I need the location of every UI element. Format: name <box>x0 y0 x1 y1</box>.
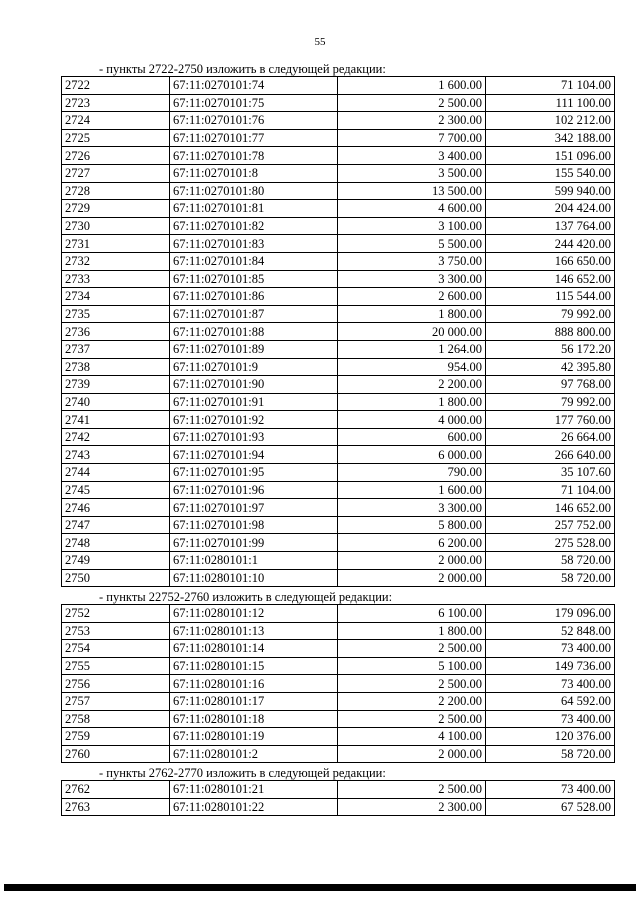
area-cell: 6 000.00 <box>338 446 486 464</box>
area-cell: 2 500.00 <box>338 781 486 799</box>
amendment-section <box>61 591 614 763</box>
section-heading: - пункты 2722-2750 изложить в следующей редакции: <box>99 62 386 76</box>
cadastral-number-cell: 67:11:0270101:90 <box>170 376 338 394</box>
value-cell: 888 800.00 <box>486 323 615 341</box>
item-number-cell: 2728 <box>62 182 170 200</box>
table-row <box>62 428 615 446</box>
area-cell: 1 800.00 <box>338 393 486 411</box>
table-row <box>62 305 615 323</box>
table-row <box>62 622 615 640</box>
cadastral-number-cell: 67:11:0270101:96 <box>170 481 338 499</box>
value-cell: 149 736.00 <box>486 657 615 675</box>
cadastral-number-cell: 67:11:0280101:10 <box>170 569 338 587</box>
area-cell: 2 300.00 <box>338 112 486 130</box>
table-row <box>62 446 615 464</box>
value-cell: 58 720.00 <box>486 745 615 763</box>
area-cell: 3 500.00 <box>338 164 486 182</box>
area-cell: 6 100.00 <box>338 605 486 623</box>
item-number-cell: 2760 <box>62 745 170 763</box>
item-number-cell: 2734 <box>62 288 170 306</box>
area-cell: 2 500.00 <box>338 710 486 728</box>
cadastral-number-cell: 67:11:0270101:85 <box>170 270 338 288</box>
item-number-cell: 2740 <box>62 393 170 411</box>
value-cell: 120 376.00 <box>486 728 615 746</box>
item-number-cell: 2725 <box>62 129 170 147</box>
table-row <box>62 657 615 675</box>
item-number-cell: 2749 <box>62 552 170 570</box>
item-number-cell: 2736 <box>62 323 170 341</box>
cadastral-number-cell: 67:11:0270101:86 <box>170 288 338 306</box>
value-cell: 58 720.00 <box>486 552 615 570</box>
value-cell: 146 652.00 <box>486 270 615 288</box>
value-cell: 204 424.00 <box>486 200 615 218</box>
item-number-cell: 2757 <box>62 692 170 710</box>
item-number-cell: 2731 <box>62 235 170 253</box>
cadastral-number-cell: 67:11:0270101:83 <box>170 235 338 253</box>
page-number: 55 <box>314 36 326 48</box>
area-cell: 3 100.00 <box>338 217 486 235</box>
cadastral-number-cell: 67:11:0270101:94 <box>170 446 338 464</box>
parcel-table <box>61 604 615 763</box>
table-row <box>62 182 615 200</box>
cadastral-number-cell: 67:11:0280101:22 <box>170 798 338 816</box>
item-number-cell: 2723 <box>62 94 170 112</box>
table-row <box>62 217 615 235</box>
cadastral-number-cell: 67:11:0270101:81 <box>170 200 338 218</box>
value-cell: 179 096.00 <box>486 605 615 623</box>
area-cell: 2 600.00 <box>338 288 486 306</box>
item-number-cell: 2732 <box>62 252 170 270</box>
table-row <box>62 710 615 728</box>
item-number-cell: 2762 <box>62 781 170 799</box>
area-cell: 954.00 <box>338 358 486 376</box>
area-cell: 4 000.00 <box>338 411 486 429</box>
value-cell: 73 400.00 <box>486 781 615 799</box>
cadastral-number-cell: 67:11:0270101:78 <box>170 147 338 165</box>
cadastral-number-cell: 67:11:0270101:97 <box>170 499 338 517</box>
area-cell: 1 600.00 <box>338 481 486 499</box>
item-number-cell: 2741 <box>62 411 170 429</box>
table-row <box>62 605 615 623</box>
item-number-cell: 2758 <box>62 710 170 728</box>
table-row <box>62 77 615 95</box>
table-row <box>62 200 615 218</box>
item-number-cell: 2724 <box>62 112 170 130</box>
value-cell: 146 652.00 <box>486 499 615 517</box>
value-cell: 71 104.00 <box>486 77 615 95</box>
table-row <box>62 252 615 270</box>
cadastral-number-cell: 67:11:0270101:99 <box>170 534 338 552</box>
value-cell: 79 992.00 <box>486 305 615 323</box>
value-cell: 97 768.00 <box>486 376 615 394</box>
value-cell: 73 400.00 <box>486 640 615 658</box>
item-number-cell: 2742 <box>62 428 170 446</box>
area-cell: 4 600.00 <box>338 200 486 218</box>
area-cell: 5 100.00 <box>338 657 486 675</box>
area-cell: 600.00 <box>338 428 486 446</box>
area-cell: 7 700.00 <box>338 129 486 147</box>
item-number-cell: 2722 <box>62 77 170 95</box>
table-row <box>62 411 615 429</box>
area-cell: 2 000.00 <box>338 552 486 570</box>
table-row <box>62 692 615 710</box>
table-row <box>62 675 615 693</box>
page-bottom-rule <box>4 884 636 891</box>
cadastral-number-cell: 67:11:0270101:75 <box>170 94 338 112</box>
item-number-cell: 2752 <box>62 605 170 623</box>
value-cell: 155 540.00 <box>486 164 615 182</box>
area-cell: 6 200.00 <box>338 534 486 552</box>
table-row <box>62 112 615 130</box>
cadastral-number-cell: 67:11:0270101:98 <box>170 516 338 534</box>
section-heading: - пункты 2762-2770 изложить в следующей редакции: <box>99 766 386 780</box>
cadastral-number-cell: 67:11:0280101:14 <box>170 640 338 658</box>
cadastral-number-cell: 67:11:0280101:2 <box>170 745 338 763</box>
value-cell: 111 100.00 <box>486 94 615 112</box>
table-row <box>62 393 615 411</box>
value-cell: 342 188.00 <box>486 129 615 147</box>
table-row <box>62 534 615 552</box>
cadastral-number-cell: 67:11:0280101:19 <box>170 728 338 746</box>
value-cell: 151 096.00 <box>486 147 615 165</box>
value-cell: 266 640.00 <box>486 446 615 464</box>
table-row <box>62 323 615 341</box>
area-cell: 3 750.00 <box>338 252 486 270</box>
cadastral-number-cell: 67:11:0280101:1 <box>170 552 338 570</box>
item-number-cell: 2759 <box>62 728 170 746</box>
item-number-cell: 2748 <box>62 534 170 552</box>
cadastral-number-cell: 67:11:0280101:17 <box>170 692 338 710</box>
value-cell: 42 395.80 <box>486 358 615 376</box>
table-row <box>62 481 615 499</box>
table-row <box>62 288 615 306</box>
item-number-cell: 2735 <box>62 305 170 323</box>
value-cell: 137 764.00 <box>486 217 615 235</box>
cadastral-number-cell: 67:11:0270101:95 <box>170 464 338 482</box>
table-row <box>62 340 615 358</box>
value-cell: 73 400.00 <box>486 675 615 693</box>
cadastral-number-cell: 67:11:0270101:77 <box>170 129 338 147</box>
item-number-cell: 2726 <box>62 147 170 165</box>
value-cell: 64 592.00 <box>486 692 615 710</box>
value-cell: 26 664.00 <box>486 428 615 446</box>
amendment-section <box>61 63 614 587</box>
value-cell: 166 650.00 <box>486 252 615 270</box>
cadastral-number-cell: 67:11:0270101:74 <box>170 77 338 95</box>
value-cell: 79 992.00 <box>486 393 615 411</box>
cadastral-number-cell: 67:11:0280101:12 <box>170 605 338 623</box>
area-cell: 1 800.00 <box>338 305 486 323</box>
value-cell: 67 528.00 <box>486 798 615 816</box>
item-number-cell: 2729 <box>62 200 170 218</box>
value-cell: 115 544.00 <box>486 288 615 306</box>
table-row <box>62 640 615 658</box>
value-cell: 102 212.00 <box>486 112 615 130</box>
table-row <box>62 798 615 816</box>
cadastral-number-cell: 67:11:0280101:18 <box>170 710 338 728</box>
cadastral-number-cell: 67:11:0280101:21 <box>170 781 338 799</box>
area-cell: 790.00 <box>338 464 486 482</box>
area-cell: 2 000.00 <box>338 569 486 587</box>
item-number-cell: 2727 <box>62 164 170 182</box>
table-row <box>62 499 615 517</box>
area-cell: 1 264.00 <box>338 340 486 358</box>
value-cell: 177 760.00 <box>486 411 615 429</box>
item-number-cell: 2743 <box>62 446 170 464</box>
cadastral-number-cell: 67:11:0270101:87 <box>170 305 338 323</box>
area-cell: 2 500.00 <box>338 675 486 693</box>
table-row <box>62 569 615 587</box>
item-number-cell: 2750 <box>62 569 170 587</box>
table-row <box>62 464 615 482</box>
cadastral-number-cell: 67:11:0280101:15 <box>170 657 338 675</box>
area-cell: 2 500.00 <box>338 640 486 658</box>
item-number-cell: 2745 <box>62 481 170 499</box>
item-number-cell: 2744 <box>62 464 170 482</box>
area-cell: 5 500.00 <box>338 235 486 253</box>
table-row <box>62 516 615 534</box>
area-cell: 13 500.00 <box>338 182 486 200</box>
value-cell: 257 752.00 <box>486 516 615 534</box>
item-number-cell: 2756 <box>62 675 170 693</box>
cadastral-number-cell: 67:11:0270101:8 <box>170 164 338 182</box>
area-cell: 3 400.00 <box>338 147 486 165</box>
cadastral-number-cell: 67:11:0270101:9 <box>170 358 338 376</box>
cadastral-number-cell: 67:11:0270101:91 <box>170 393 338 411</box>
table-row <box>62 728 615 746</box>
table-row <box>62 376 615 394</box>
value-cell: 52 848.00 <box>486 622 615 640</box>
table-row <box>62 270 615 288</box>
item-number-cell: 2755 <box>62 657 170 675</box>
area-cell: 1 800.00 <box>338 622 486 640</box>
area-cell: 4 100.00 <box>338 728 486 746</box>
table-row <box>62 129 615 147</box>
item-number-cell: 2754 <box>62 640 170 658</box>
cadastral-number-cell: 67:11:0270101:82 <box>170 217 338 235</box>
amendment-section <box>61 767 614 816</box>
value-cell: 599 940.00 <box>486 182 615 200</box>
table-row <box>62 552 615 570</box>
area-cell: 2 300.00 <box>338 798 486 816</box>
area-cell: 3 300.00 <box>338 270 486 288</box>
area-cell: 3 300.00 <box>338 499 486 517</box>
value-cell: 58 720.00 <box>486 569 615 587</box>
area-cell: 2 000.00 <box>338 745 486 763</box>
area-cell: 1 600.00 <box>338 77 486 95</box>
table-row <box>62 358 615 376</box>
cadastral-number-cell: 67:11:0280101:16 <box>170 675 338 693</box>
item-number-cell: 2753 <box>62 622 170 640</box>
item-number-cell: 2733 <box>62 270 170 288</box>
value-cell: 275 528.00 <box>486 534 615 552</box>
parcel-table <box>61 780 615 816</box>
table-row <box>62 147 615 165</box>
area-cell: 20 000.00 <box>338 323 486 341</box>
table-row <box>62 164 615 182</box>
value-cell: 244 420.00 <box>486 235 615 253</box>
item-number-cell: 2739 <box>62 376 170 394</box>
item-number-cell: 2730 <box>62 217 170 235</box>
item-number-cell: 2747 <box>62 516 170 534</box>
value-cell: 56 172.20 <box>486 340 615 358</box>
area-cell: 2 200.00 <box>338 692 486 710</box>
cadastral-number-cell: 67:11:0270101:84 <box>170 252 338 270</box>
table-row <box>62 94 615 112</box>
area-cell: 5 800.00 <box>338 516 486 534</box>
area-cell: 2 500.00 <box>338 94 486 112</box>
cadastral-number-cell: 67:11:0270101:92 <box>170 411 338 429</box>
area-cell: 2 200.00 <box>338 376 486 394</box>
section-heading: - пункты 22752-2760 изложить в следующей редакции: <box>99 590 393 604</box>
cadastral-number-cell: 67:11:0270101:80 <box>170 182 338 200</box>
cadastral-number-cell: 67:11:0270101:89 <box>170 340 338 358</box>
cadastral-number-cell: 67:11:0270101:76 <box>170 112 338 130</box>
item-number-cell: 2746 <box>62 499 170 517</box>
cadastral-number-cell: 67:11:0280101:13 <box>170 622 338 640</box>
value-cell: 35 107.60 <box>486 464 615 482</box>
parcel-table <box>61 76 615 587</box>
item-number-cell: 2737 <box>62 340 170 358</box>
value-cell: 73 400.00 <box>486 710 615 728</box>
item-number-cell: 2763 <box>62 798 170 816</box>
value-cell: 71 104.00 <box>486 481 615 499</box>
table-row <box>62 235 615 253</box>
item-number-cell: 2738 <box>62 358 170 376</box>
cadastral-number-cell: 67:11:0270101:88 <box>170 323 338 341</box>
table-row <box>62 745 615 763</box>
table-row <box>62 781 615 799</box>
cadastral-number-cell: 67:11:0270101:93 <box>170 428 338 446</box>
